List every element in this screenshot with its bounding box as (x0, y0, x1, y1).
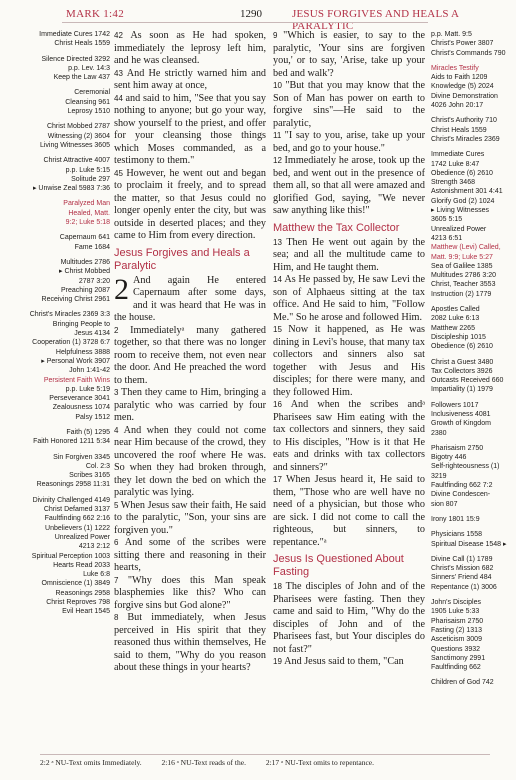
margin-note: Divine Condescen- (431, 491, 491, 499)
verse (114, 612, 266, 675)
margin-note: Leprosy 1510 (67, 108, 110, 116)
margin-note: Sin Forgiven 3345 (53, 453, 110, 461)
margin-note: Fame 1684 (74, 243, 110, 251)
header-rule (62, 22, 428, 23)
verse-text: Then they came to Him, bringing a paralytic who was carried by four men. (114, 387, 267, 423)
margin-note: Pharisaism 2750 (431, 444, 484, 452)
margin-note: ▸ Living Witnesses (431, 207, 489, 215)
margin-note: 1742 Luke 8:47 (431, 160, 480, 168)
verse (114, 93, 266, 168)
verse (114, 575, 266, 613)
margin-note: Matthew 2265 (431, 324, 475, 332)
verse (273, 399, 425, 474)
verse-text: Immediately he arose, took up the bed, and went out in the presence of them all, so that all were amazed and glorified God, saying, "We never saw anything like this!" (273, 155, 425, 216)
text-column-left (114, 30, 266, 675)
margin-note: Sinners' Friend 484 (431, 574, 492, 582)
verse-number: 17 (273, 475, 286, 484)
margin-note: Impartiality (1) 1979 (431, 386, 493, 394)
margin-note: Cleansing 961 (65, 98, 110, 106)
margin-note: Bringing People to (52, 320, 110, 328)
margin-note: Pharisaism 2750 (431, 617, 484, 625)
verse-number: 8 (114, 613, 128, 622)
margin-note: Faultfinding 662 2:16 (44, 515, 110, 523)
margin-note: 2380 (431, 429, 447, 437)
margin-note: John's Disciples (431, 599, 481, 607)
verse-number: 3 (114, 388, 122, 397)
verse-text: When Jesus saw their faith, He said to the paralytic, "Son, your sins are forgiven you." (114, 499, 266, 536)
verse-text: Now it happened, as He was dining in Levi's house, that many tax collectors and sinners also sat together with Jesus and His disciples; for there were many, and they followed Him. (273, 324, 426, 398)
margin-note: Christ's Miracles 2369 3:3 (29, 311, 110, 319)
margin-note: Scribes 3165 (69, 472, 110, 480)
margin-note: Christ's Authority 710 (431, 117, 497, 125)
verse-number: 12 (273, 156, 285, 165)
verse-number: 4 (114, 425, 124, 435)
margin-note: Christ's Power 3807 (431, 40, 494, 48)
verse-number: 5 (114, 500, 121, 510)
margin-note: Followers 1017 (431, 401, 479, 409)
verse-text: "I say to you, arise, take up your bed, and go to your house." (273, 130, 425, 154)
margin-note: Self-righteousness (1) (431, 463, 500, 471)
chapter-number: 2 (114, 272, 129, 306)
verse-number: 43 (114, 68, 127, 78)
verse-text: And again He entered Capernaum after some days, and it was heard that He was in the house. (114, 274, 266, 323)
margin-note: Faith Honored 1211 5:34 (33, 438, 110, 446)
running-title: JESUS FORGIVES AND HEALS A PARALYTIC (292, 8, 459, 32)
margin-note: p.p. Lev. 14:3 (68, 64, 110, 72)
verse-text: As He passed by, He saw Levi the son of Alphaeus sitting at the tax office. And He said to him, "Follow Me." So he arose and followed Him. (273, 274, 425, 323)
margin-note: Physicians 1558 (431, 531, 482, 539)
margin-note: Christ Heals 1559 (431, 126, 487, 134)
verse (273, 656, 425, 669)
page-header (0, 8, 516, 32)
verse-number: 10 (273, 81, 286, 90)
section-heading-paralytic: Jesus Forgives and Heals a Paralytic (114, 246, 250, 272)
margin-note: Divine Call (1) 1789 (431, 555, 493, 563)
margin-note: Instruction (2) 1779 (431, 290, 492, 298)
margin-note: Jesus 4134 (74, 330, 110, 338)
margin-note: sion 807 (431, 500, 458, 508)
margin-note: Growth of Kingdom (431, 420, 491, 428)
verse (273, 80, 425, 130)
margin-note: Children of God 742 (431, 679, 494, 687)
margin-note: Matthew (Levi) Called, (431, 244, 501, 252)
margin-note: Repentance (1) 3006 (431, 583, 497, 591)
margin-note: p.p. Luke 5:15 (65, 166, 110, 174)
verse (273, 130, 425, 155)
verse-text: As soon as He had spoken, immediately the leprosy left him, and he was cleansed. (114, 30, 266, 66)
margin-note: 3219 (431, 472, 447, 480)
verse (273, 474, 425, 549)
text-column-right (273, 30, 425, 669)
margin-note: Spiritual Disease 1548 ▸ (431, 540, 507, 548)
margin-note: Reasonings 2958 (55, 589, 110, 597)
verse-number: 18 (273, 582, 286, 591)
verse (114, 168, 266, 243)
margin-note: Divinity Challenged 4149 (32, 496, 110, 504)
verse-text: However, he went out and began to proclaim it freely, and to spread the matter, so that Jesus could no longer openly enter the city, but was outside in deserted places; and they came to Him from every direction. (114, 167, 266, 241)
section-heading-fasting: Jesus Is Questioned About Fasting (273, 553, 404, 578)
margin-note: Living Witnesses 3605 (39, 141, 110, 149)
margin-note: Zealousness 1074 (52, 404, 110, 412)
verse-number: 13 (273, 237, 287, 247)
verse-text: Immediatelyᵃ many gathered together, so that there was no longer room to receive them, not even near the door. And He preached the word to them. (114, 324, 266, 386)
margin-note: Obedience (6) 2610 (431, 343, 493, 351)
margin-note: Evil Heart 1545 (62, 608, 110, 616)
verse-number: 19 (273, 657, 285, 666)
margin-note: 4213 2:12 (78, 543, 110, 551)
verse-number: 9 (273, 31, 284, 40)
verse (114, 500, 266, 538)
margin-note: Christ's Commands 790 (431, 49, 506, 57)
margin-note: Christ Attractive 4007 (43, 157, 110, 165)
margin-note: Helpfulness 3888 (55, 348, 110, 356)
verse (114, 537, 266, 575)
margin-note: Outcasts Received 660 (431, 377, 504, 385)
verse-text: When Jesus heard it, He said to them, "Those who are well have no need of a physician, but those who are sick. I did not come to call the righteous, but sinners, to repentance."ᵃ (273, 474, 425, 548)
verse-number: 2 (114, 325, 131, 335)
margin-note: ▸ Christ Mobbed (59, 268, 110, 276)
footnotes (40, 754, 490, 767)
margin-note: Faultfinding 662 7:2 (431, 482, 493, 490)
verse-text: "Which is easier, to say to the paralytic, 'Your sins are forgiven you,' or to say, 'Arise, take up your bed and walk'? (273, 30, 425, 79)
margin-note: ▸ Personal Work 3907 (41, 357, 110, 365)
verse-text: and said to him, "See that you say nothing to anyone; but go your way, show yourself to the priest, and offer for your cleansing those things which Moses commanded, as a testimony to them." (114, 92, 266, 166)
margin-note: Sanctimony 2991 (431, 654, 486, 662)
margin-note: 3605 5:15 (431, 216, 463, 224)
margin-note: Witnessing (2) 3604 (47, 132, 110, 140)
margin-note: Christ, Teacher 3553 (431, 281, 496, 289)
verse-text: "But that you may know that the Son of Man has power on earth to forgive sins"—He said to the paralytic, (273, 80, 426, 129)
margin-note: Aids to Faith 1209 (431, 74, 488, 82)
verse-number: 11 (273, 131, 285, 140)
margin-note: Questions 3932 (431, 645, 481, 653)
verse-text: And when they could not come near Him because of the crowd, they uncovered the roof where He was. So when they had broken through, they let down the bed on which the paralytic was lying. (114, 424, 266, 498)
left-margin-notes (2, 30, 110, 617)
verse-text: But immediately, when Jesus perceived in His spirit that they reasoned thus within themselves, He said to them, "Why do you reason about these things in your hearts? (114, 612, 267, 673)
verse (114, 325, 266, 388)
verse-text: And He strictly warned him and sent him away at once, (114, 67, 267, 91)
margin-note: Discipleship 1015 (431, 333, 486, 341)
margin-note: Luke 6:8 (83, 571, 110, 579)
verse (273, 237, 425, 275)
verse (114, 272, 266, 325)
section-heading-tax-collector: Matthew the Tax Collector (273, 221, 400, 234)
margin-note: Palsy 1512 (75, 413, 110, 421)
margin-note: 4213 6:51 (431, 234, 463, 242)
verse-text: And some of the scribes were sitting there and reasoning in their hearts, (114, 537, 266, 573)
margin-note: Christ Mobbed 2787 (46, 123, 110, 131)
margin-note: Knowledge (5) 2024 (431, 83, 494, 91)
margin-note: Hearts Read 2033 (53, 561, 110, 569)
book-reference: MARK 1:42 (66, 8, 125, 20)
margin-note: Tax Collectors 3926 (431, 367, 493, 375)
margin-note: Multitudes 2786 (60, 258, 110, 266)
margin-note: Christ Defamed 3137 (43, 506, 110, 514)
margin-note: Keep the Law 437 (53, 74, 110, 82)
margin-note: Col. 2:3 (85, 462, 110, 470)
margin-note: Miracles Testify (431, 64, 479, 72)
margin-note: Immediate Cures (431, 151, 485, 159)
margin-note: Spiritual Perception 1003 (31, 552, 110, 560)
verse-number: 14 (273, 275, 285, 284)
margin-note: Immediate Cures 1742 (39, 31, 110, 38)
verse-number: 7 (114, 575, 128, 585)
verse-number: 6 (114, 538, 125, 547)
margin-note: Strength 3468 (431, 179, 475, 187)
margin-note: Reasonings 2958 11:31 (36, 481, 110, 489)
verse (273, 30, 425, 80)
margin-note: Christ a Guest 3480 (431, 358, 494, 366)
margin-note: p.p. Matt. 9:5 (431, 31, 472, 38)
margin-note: Solitude 297 (71, 175, 110, 183)
margin-note: Capernaum 641 (59, 234, 110, 242)
verse (273, 324, 425, 399)
margin-note: Divine Demonstration (431, 92, 498, 100)
verse-number: 42 (114, 31, 131, 40)
margin-note: 4026 John 20:17 (431, 102, 484, 110)
margin-note: Fasting (2) 1313 (431, 626, 482, 634)
margin-note: Astonishment 301 4:41 (431, 188, 503, 196)
footnote: 2:2 ᵃ NU-Text omits Immediately. (40, 758, 142, 767)
margin-note: Perseverance 3041 (49, 395, 110, 403)
margin-note: Persistent Faith Wins (43, 376, 110, 384)
margin-note: Ceremonial (74, 89, 110, 97)
verse-number: 44 (114, 93, 126, 103)
margin-note: Christ's Mission 682 (431, 565, 494, 573)
margin-note: Cooperation (1) 3728 6:7 (32, 339, 110, 347)
verse-text: The disciples of John and of the Pharisees were fasting. Then they came and said to Him, "Why do the disciples of John and of the Pharisees fast, but Your disciples do not fast?" (273, 581, 425, 655)
verse (114, 387, 266, 425)
margin-note: Faith (5) 1295 (66, 428, 110, 436)
margin-note: Omniscience (1) 3849 (41, 580, 110, 588)
verse (114, 30, 266, 68)
margin-note: Preaching 2087 (60, 286, 110, 294)
margin-note: Inclusiveness 4081 (431, 410, 491, 418)
verse-text: "Why does this Man speak blasphemies like this? Who can forgive sins but God alone?" (114, 574, 266, 611)
margin-note: Multitudes 2786 3:20 (431, 272, 496, 280)
margin-note: Glorify God (2) 1024 (431, 197, 495, 205)
margin-note: Unbelievers (1) 1222 (45, 524, 110, 532)
right-margin-notes (431, 30, 515, 688)
verse-number: 45 (114, 168, 127, 178)
verse-text: And when the scribes andᵃ Pharisees saw Him eating with the tax collectors and sinners, they said to His disciples, "How is it that He eats and drinks with tax collectors and sinners?" (273, 399, 426, 473)
margin-note: Unrealized Power (54, 533, 110, 541)
verse-number: 15 (273, 325, 289, 334)
margin-note: 9:2; Luke 5:18 (65, 219, 110, 227)
margin-note: Christ's Miracles 2369 (431, 135, 500, 143)
verse (273, 274, 425, 324)
page-number: 1290 (240, 8, 262, 20)
margin-note: Sea of Galilee 1385 (431, 262, 493, 270)
margin-note: Receiving Christ 2961 (41, 296, 110, 304)
footnote: 2:16 ᵃ NU-Text reads of the. (161, 758, 246, 767)
margin-note: 1905 Luke 5:33 (431, 608, 480, 616)
verse-number: 16 (273, 400, 291, 409)
margin-note: Irony 1801 15:9 (431, 515, 480, 523)
margin-note: Healed, Matt. (68, 209, 110, 217)
margin-note: Matt. 9:9; Luke 5:27 (431, 253, 493, 261)
margin-note: Bigotry 446 (431, 454, 467, 462)
verse (114, 425, 266, 500)
margin-note: Paralyzed Man (63, 200, 110, 208)
margin-note: John 1:41-42 (69, 367, 110, 375)
margin-note: Unrealized Power (431, 225, 487, 233)
margin-note: p.p. Luke 5:19 (65, 385, 110, 393)
margin-note: Christ Reproves 798 (46, 599, 110, 607)
margin-note: Apostles Called (431, 306, 480, 314)
verse-text: Then He went out again by the sea; and all the multitude came to Him, and He taught them. (273, 236, 426, 273)
footnote: 2:17 ᵃ NU-Text omits to repentance. (265, 758, 374, 767)
margin-note: 2082 Luke 6:13 (431, 315, 480, 323)
verse (273, 155, 425, 218)
margin-note: Asceticism 3009 (431, 636, 482, 644)
margin-note: Silence Directed 3292 (41, 55, 110, 63)
verse (273, 581, 425, 656)
margin-note: Christ Heals 1559 (54, 40, 110, 48)
margin-note: Obedience (6) 2610 (431, 169, 493, 177)
margin-note: 2787 3:20 (78, 277, 110, 285)
verse-text: And Jesus said to them, "Can (284, 656, 404, 667)
verse (114, 68, 266, 93)
margin-note: ▸ Unwise Zeal 5983 7:36 (32, 185, 110, 193)
margin-note: Faultfinding 662 (431, 664, 481, 672)
